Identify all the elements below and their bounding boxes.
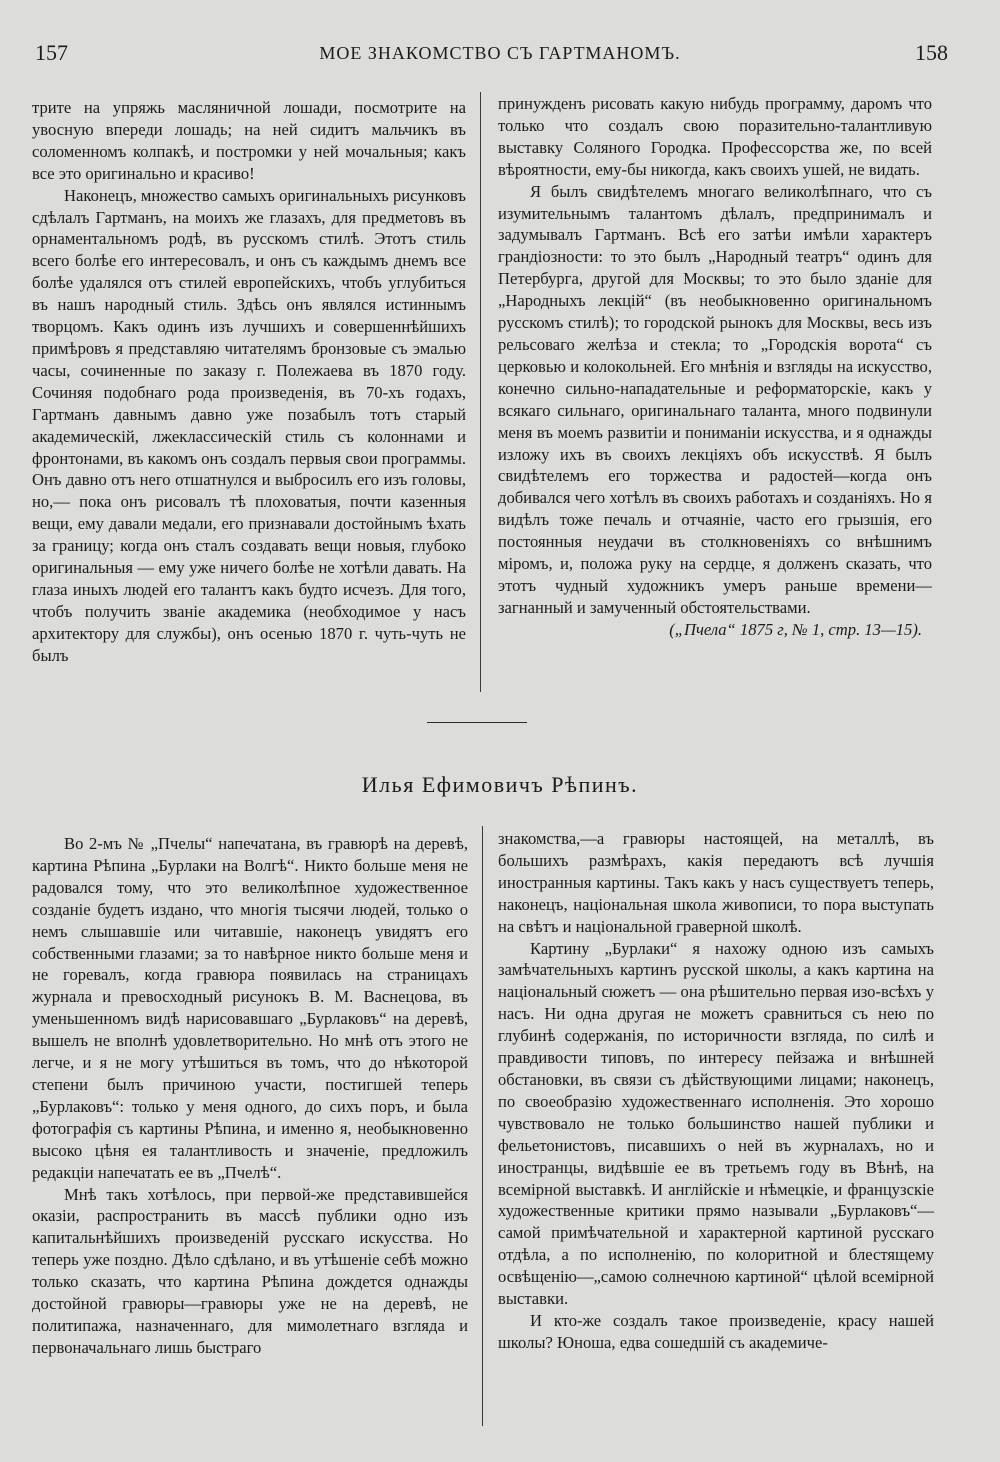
page-number-left: 157 — [35, 40, 68, 65]
column-bottom-left — [32, 833, 468, 1359]
paragraph: Мнѣ такъ хотѣлось, при первой-же представившейся оказіи, распространить въ массѣ публики одно изъ капитальнѣйшихъ произведеній русскаго искусства. Но теперь уже поздно. Дѣло сдѣлано, и въ утѣшеніе себѣ можно только сказать, что картина Рѣпина дождется однажды достойной гравюры—гравюры уже не на деревѣ, не политипажа, назначеннаго, для мимолетнаго взгляда и первоначальнаго лишь быстраго — [32, 1184, 468, 1357]
paragraph: Наконецъ, множество самыхъ оригинальныхъ рисунковъ сдѣлалъ Гартманъ, на моихъ же глазахъ, для предметовъ въ орнаментальномъ родѣ, въ русскомъ стилѣ. Этотъ стиль всего болѣе его интересовалъ, и онъ съ каждымъ днемъ все болѣе удалялся отъ стилей европейскихъ, чтобъ углубиться въ нашъ народный стиль. Здѣсь онъ являлся истиннымъ творцомъ. Какъ одинъ изъ лучшихъ и совершеннѣйшихъ примѣровъ я представляю читателямъ бронзовые съ эмалью часы, сочиненные по заказу г. Полежаева въ 1870 году. Сочиняя подобнаго рода произведенія, въ 70-хъ годахъ, Гартманъ давнымъ давно уже позабылъ тотъ старый академическій, лжеклассическій стиль съ колоннами и фронтонами, въ какомъ онъ создалъ первыя свои программы. Онъ давно отъ него отшатнулся и выбросилъ его изъ головы, но,— пока онъ рисовалъ тѣ плоховатыя, почти казенныя вещи, ему давали медали, его признавали достойнымъ ѣхать за границу; когда онъ сталъ создавать вещи новыя, глубоко оригинальныя — ему уже ничего болѣе не хотѣли давать. На глаза иныхъ людей его талантъ какъ будто исчезъ. Для того, чтобъ получить званіе академика (необходимое у насъ архитектору для службы), онъ осенью 1870 г. чуть-чуть не былъ — [32, 185, 466, 665]
section-title: Илья Ефимовичъ Рѣпинъ. — [361, 772, 639, 797]
paragraph: Картину „Бурлаки“ я нахожу одною изъ самыхъ замѣчательныхъ картинъ русской школы, а какъ картина на національный сюжетъ — она рѣшительно первая изо-всѣхъ у насъ. Ни одна другая не можетъ сравниться съ нею по глубинѣ содержанія, по историчности взгляда, по силѣ и правдивости типовъ, по интересу пейзажа и внѣшней обстановки, въ связи съ дѣйствующими лицами; наконецъ, по своеобразію художественнаго исполненія. Это хорошо чувствовало не только большинство нашей публики и фельетонистовъ, писавшихъ о ней въ журналахъ, но и иностранцы, видѣвшіе ее въ третьемъ году въ Вѣнѣ, на всемірной выставкѣ. И англійскіе и нѣмецкіе, и французскіе художественные критики прямо называли „Бурлаковъ“—самой примѣчательной и характерной картиной русскаго отдѣла, а по исполненію, по колоритной и блестящему освѣщенію—„самою солнечною картиной“ цѣлой всемірной выставки. — [498, 938, 934, 1309]
section-separator — [427, 722, 527, 723]
paragraph: И кто-же создалъ такое произведеніе, красу нашей школы? Юноша, едва сошедшій съ академиче- — [498, 1310, 934, 1352]
paragraph: принужденъ рисовать какую нибудь программу, даромъ что только что создалъ свою поразительно-талантливую выставку Соляного Городка. Профессорства же, по всей вѣроятности, ему-бы никогда, какъ своихъ ушей, не видать. — [498, 94, 932, 179]
paragraph: трите на упряжь масляничной лошади, посмотрите на увосную впереди лошадь; на ней сидитъ мальчикъ въ соломенномъ колпакѣ, и постромки у ней мочальныя; какъ все это оригинально и красиво! — [32, 98, 466, 183]
column-top-right — [498, 93, 932, 641]
column-bottom-right — [498, 828, 934, 1354]
running-title: МОЕ ЗНАКОМСТВО СЪ ГАРТМАНОМЪ. — [319, 43, 681, 63]
page-number-right: 158 — [915, 40, 948, 65]
paragraph: знакомства,—а гравюры настоящей, на металлѣ, въ большихъ размѣрахъ, какія передаютъ всѣ лучшія иностранныя картины. Такъ какъ у насъ существуетъ теперь, наконецъ, національная школа живописи, то пора выступать на свѣтъ и національной граверной школѣ. — [498, 829, 934, 936]
column-top-left — [32, 97, 466, 667]
column-divider-top — [480, 92, 481, 692]
column-divider-bottom — [482, 826, 483, 1426]
paragraph: Во 2-мъ № „Пчелы“ напечатана, въ гравюрѣ на деревѣ, картина Рѣпина „Бурлаки на Волгѣ“. Никто больше меня не радовался тому, что это великолѣпное художественное созданіе будетъ издано, что многія тысячи людей, только о немъ слышавшіе или читавшіе, наконецъ увидятъ его собственными глазами; за то навѣрное никто больше меня и не горевалъ, когда гравюра появилась на страницахъ журнала и превосходный рисунокъ В. М. Васнецова, въ уменьшенномъ видѣ нарисовавшаго „Бурлаковъ“ на деревѣ, вышелъ не вполнѣ удовлетворительно. Но мнѣ отъ этого не легче, и я не могу утѣшиться въ томъ, что до нѣкоторой степени былъ причиною участи, постигшей теперь „Бурлаковъ“: только у меня одного, до сихъ поръ, и была фотографія съ картины Рѣпина, и именно я, необыкновенно высоко цѣня ея талантливость и значеніе, предложилъ редакціи напечатать ее въ „Пчелѣ“. — [32, 834, 468, 1182]
paragraph: Я былъ свидѣтелемъ многаго великолѣпнаго, что съ изумительнымъ талантомъ дѣлалъ, предпринималъ и задумывалъ Гартманъ. Всѣ его затѣи имѣли характеръ грандіозности: то это былъ „Народный театръ“ одинъ для Петербурга, другой для Москвы; то это было зданіе для „Народныхъ лекцій“ (въ необыкновенно оригинальномъ русскомъ стилѣ); то городской рынокъ для Москвы, весь изъ рельсоваго желѣза и стекла; то „Городскія ворота“ съ церковью и колокольней. Его мнѣнія и взгляды на искусство, конечно сильно-нападательные и реформаторскіе, какъ у всякаго сильнаго, оригинальнаго таланта, много подвинули меня въ моемъ развитіи и пониманіи искусства, и я однажды изложу ихъ въ своихъ лекціяхъ объ искусствѣ. Я былъ свидѣтелемъ его торжества и радостей—когда онъ добивался чего хотѣлъ въ своихъ работахъ и созданіяхъ. Но я видѣлъ тоже печаль и отчаяніе, часто его грызшія, его постоянныя неудачи въ столкновеніяхъ со внѣшнимъ міромъ, и, положа руку на сердце, я долженъ сказать, что этотъ чудный художникъ умеръ раньше времени— загнанный и замученный обстоятельствами. — [498, 181, 932, 617]
citation: („Пчела“ 1875 г, № 1, стр. 13—15). — [669, 619, 922, 639]
